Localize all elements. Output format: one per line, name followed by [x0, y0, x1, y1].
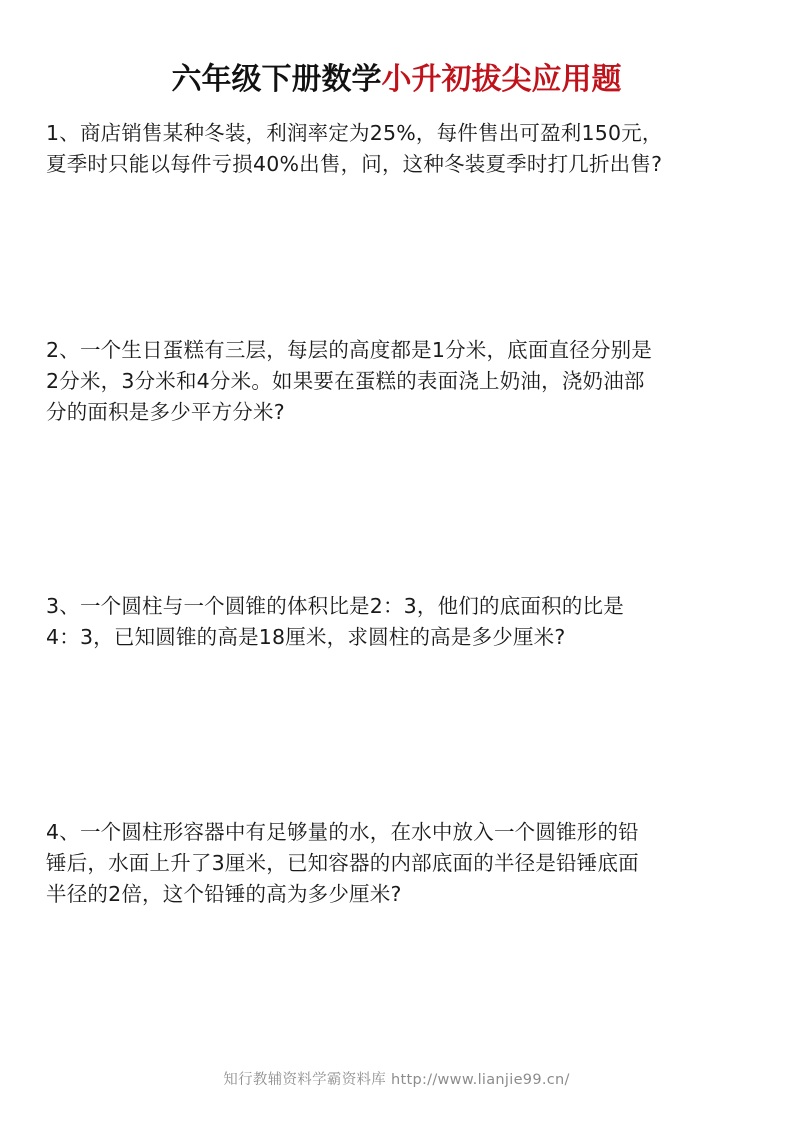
- question-2: [46, 335, 758, 428]
- question-2-line-1: 2、一个生日蛋糕有三层，每层的高度都是1分米，底面直径分别是: [46, 338, 653, 362]
- title-grade-part: 六年级下册数学: [171, 62, 382, 97]
- question-1: [46, 118, 758, 180]
- question-4-line-3: 半径的2倍，这个铅锤的高为多少厘米?: [46, 882, 402, 906]
- question-4-line-1: 4、一个圆柱形容器中有足够量的水，在水中放入一个圆锥形的铅: [46, 820, 639, 844]
- page-title: [0, 58, 793, 102]
- question-2-line-3: 分的面积是多少平方分米?: [46, 400, 285, 424]
- question-4-line-2: 锤后，水面上升了3厘米，已知容器的内部底面的半径是铅锤底面: [46, 851, 639, 875]
- question-3-line-2: 4：3，已知圆锥的高是18厘米，求圆柱的高是多少厘米?: [46, 625, 566, 649]
- title-topic-part: 小升初拔尖应用题: [381, 62, 622, 97]
- footer-watermark: 知行教辅资料学霸资料库 http://www.lianjie99.cn/: [223, 1072, 570, 1088]
- question-4: [46, 817, 758, 910]
- question-1-line-2: 夏季时只能以每件亏损40%出售，问，这种冬装夏季时打几折出售?: [46, 152, 663, 176]
- question-1-line-1: 1、商店销售某种冬装，利润率定为25%，每件售出可盈利150元，: [46, 121, 663, 145]
- question-3-line-1: 3、一个圆柱与一个圆锥的体积比是2：3，他们的底面积的比是: [46, 594, 624, 618]
- question-2-line-2: 2分米，3分米和4分米。如果要在蛋糕的表面浇上奶油，浇奶油部: [46, 369, 645, 393]
- question-3: [46, 591, 758, 653]
